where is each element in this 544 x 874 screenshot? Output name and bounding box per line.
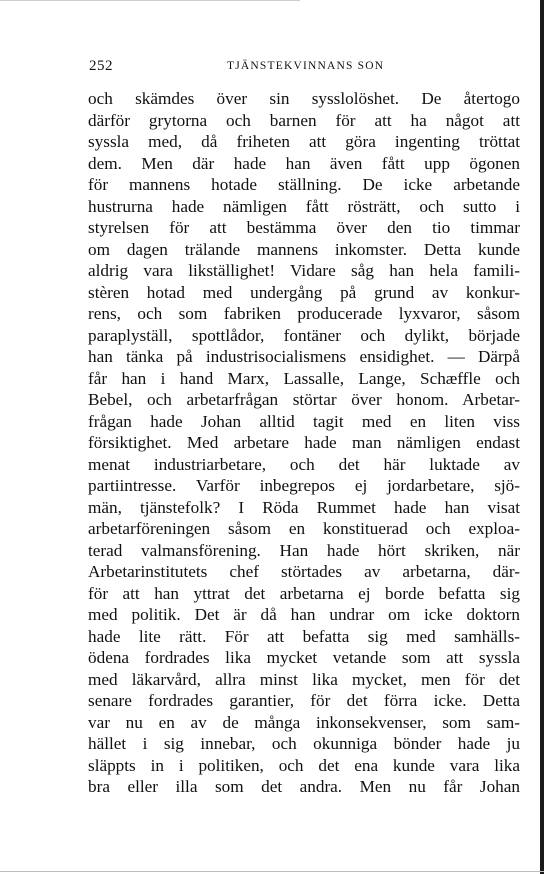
text-line: stèren hotad med undergång på grund av konkur- (88, 282, 520, 302)
text-line: ödena fordrades lika mycket vetande som att syssla (88, 648, 520, 667)
scan-top-edge (0, 0, 300, 1)
text-line: män, tjänstefolk? I Röda Rummet hade han visat (88, 497, 520, 517)
body-text (88, 88, 520, 798)
text-line: Arbetarinstitutets chef störtades av arbetarna, där- (88, 562, 520, 581)
scan-bottom-edge (0, 871, 544, 872)
text-line: menat industriarbetare, och det här luktade av (88, 454, 520, 474)
text-line: aldrig vara likställighet! Vidare såg han hela famili- (88, 261, 520, 280)
text-line: hustrurna hade nämligen fått rösträtt, och sutto i (88, 196, 520, 216)
text-line: får han i hand Marx, Lassalle, Lange, Schæffle och (88, 368, 520, 388)
text-line: med läkarvård, allra minst lika mycket, men för det (88, 669, 520, 689)
text-line: hället i sig innebar, och okunniga bönder hade ju (88, 734, 520, 753)
text-line: terad valmansförening. Han hade hört skriken, när (88, 540, 520, 560)
text-line: hade lite rätt. För att befatta sig med samhälls- (88, 626, 520, 646)
text-line: rens, och som fabriken producerade lyxvaror, såsom (88, 304, 520, 323)
text-line: för mannens hotade ställning. De icke arbetande (88, 175, 520, 194)
text-line: för att han yttrat det arbetarna ej borde befatta sig (88, 583, 520, 603)
text-line: styrelsen för att bestämma över den tio timmar (88, 218, 520, 237)
text-line: därför grytorna och barnen för att ha något att (88, 110, 520, 130)
text-line: om dagen trälande mannens inkomster. Detta kunde (88, 239, 520, 259)
text-line: frågan hade Johan alltid tagit med en liten viss (88, 411, 520, 431)
text-line: släppts in i politiken, och det ena kunde vara lika (88, 755, 520, 775)
text-line: senare fordrades garantier, för det förra icke. Detta (88, 691, 520, 710)
scan-right-edge (540, 0, 544, 874)
text-line: arbetarföreningen såsom en konstituerad och exploa- (88, 519, 520, 538)
text-line: med politik. Det är då han undrar om icke doktorn (88, 605, 520, 624)
text-line: dem. Men där hade han även fått upp ögonen (88, 153, 520, 173)
text-line: försiktighet. Med arbetare hade man nämligen endast (88, 433, 520, 452)
text-line: var nu en av de många inkonsekvenser, som sam- (88, 712, 520, 732)
page-number: 252 (89, 58, 113, 74)
page-header (89, 58, 519, 78)
text-line: syssla med, då friheten att göra ingenting tröttat (88, 132, 520, 151)
text-line: Bebel, och arbetarfrågan störtar över honom. Arbetar- (88, 390, 520, 409)
text-line: han tänka på industrisocialismens ensidighet. — Därpå (88, 347, 520, 366)
text-line: bra eller illa som det andra. Men nu får Johan (88, 777, 520, 796)
text-line: partiintresse. Varför inbegrepos ej jordarbetare, sjö- (88, 476, 520, 495)
running-title: TJÄNSTEKVINNANS SON (227, 60, 385, 72)
text-line: och skämdes över sin sysslolöshet. De återtogo (88, 89, 520, 108)
text-line: paraplyställ, spottlådor, fontäner och dylikt, började (88, 325, 520, 345)
